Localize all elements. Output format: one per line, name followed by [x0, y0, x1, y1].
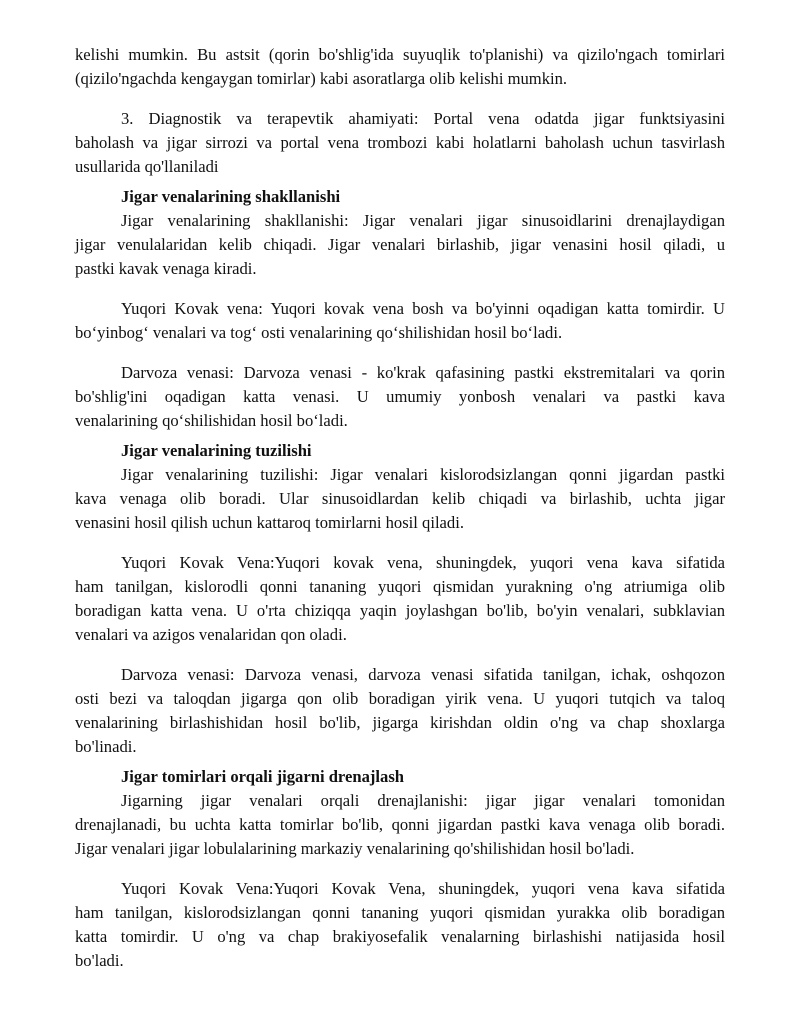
paragraph: [75, 43, 725, 91]
text-line: bo'ladi.: [75, 951, 124, 970]
text-line: baholash va jigar sirrozi va portal vena trombozi kabi holatlarni baholash uchun tasvirlash: [75, 133, 725, 152]
paragraph: [75, 789, 725, 861]
text-line: osti bezi va taloqdan jigarga qon olib boradigan yirik vena. U yuqori tutqich va taloq: [75, 689, 725, 708]
text-line: ham tanilgan, kislorodli qonni tananing yuqori qismidan yurakning o'ng atriumiga olib: [75, 577, 725, 596]
text-line: Darvoza venasi: Darvoza venasi - ko'krak qafasining pastki ekstremitalari va qorin: [121, 363, 725, 382]
text-line: pastki kavak venaga kiradi.: [75, 259, 257, 278]
document-page: [75, 43, 725, 989]
text-line: boradigan katta vena. U o'rta chiziqqa yaqin joylashgan bo'lib, bo'yin venalari, subklavian: [75, 601, 725, 620]
paragraph: [75, 463, 725, 535]
text-line: kelishi mumkin. Bu astsit (qorin bo'shlig'ida suyuqlik to'planishi) va qizilo'ngach tomirlari: [75, 45, 725, 64]
text-line: Jigar venalarining shakllanishi: Jigar venalari jigar sinusoidlarini drenajlaydigan: [121, 211, 725, 230]
text-line: bo'linadi.: [75, 737, 137, 756]
text-line: bo'shlig'ini oqadigan katta venasi. U umumiy yonbosh venalari va pastki kava: [75, 387, 725, 406]
text-line: kava venaga olib boradi. Ular sinusoidlardan kelib chiqadi va birlashib, uchta jigar: [75, 489, 725, 508]
text-line: usullarida qo'llaniladi: [75, 157, 219, 176]
paragraph: [75, 877, 725, 973]
section-heading: Jigar venalarining tuzilishi: [121, 441, 312, 460]
section-heading: Jigar tomirlari orqali jigarni drenajlash: [121, 767, 405, 786]
text-line: bo‘yinbog‘ venalari va tog‘ osti venalarining qo‘shilishidan hosil bo‘ladi.: [75, 323, 563, 342]
paragraph: [75, 663, 725, 759]
paragraph: [75, 107, 725, 179]
text-line: katta tomirdir. U o'ng va chap brakiyosefalik venalarning birlashishi natijasida hosil: [75, 927, 725, 946]
text-line: Jigar venalarining tuzilishi: Jigar venalari kislorodsizlangan qonni jigardan pastki: [121, 465, 725, 484]
text-line: 3. Diagnostik va terapevtik ahamiyati: Portal vena odatda jigar funktsiyasini: [121, 109, 725, 128]
text-line: jigar venulalaridan kelib chiqadi. Jigar venalari birlashib, jigar venasini hosil qiladi, u: [75, 235, 725, 254]
text-line: venalari va azigos venalaridan qon oladi.: [75, 625, 347, 644]
text-line: (qizilo'ngachda kengaygan tomirlar) kabi asoratlarga olib kelishi mumkin.: [75, 69, 568, 88]
text-line: Yuqori Kovak Vena:Yuqori kovak vena, shuningdek, yuqori vena kava sifatida: [121, 553, 725, 572]
section-heading: Jigar venalarining shakllanishi: [121, 187, 341, 206]
text-line: Jigar venalari jigar lobulalarining markaziy venalarining qo'shilishidan hosil bo'ladi.: [75, 839, 635, 858]
paragraph: [75, 297, 725, 345]
text-line: Darvoza venasi: Darvoza venasi, darvoza venasi sifatida tanilgan, ichak, oshqozon: [121, 665, 725, 684]
paragraph: [75, 551, 725, 647]
paragraph: [75, 361, 725, 433]
text-line: venalarining qo‘shilishidan hosil bo‘ladi.: [75, 411, 348, 430]
text-line: Yuqori Kovak vena: Yuqori kovak vena bosh va bo'yinni oqadigan katta tomirdir. U: [121, 299, 725, 318]
text-line: venasini hosil qilish uchun kattaroq tomirlarni hosil qiladi.: [75, 513, 464, 532]
paragraph: [75, 209, 725, 281]
text-line: Jigarning jigar venalari orqali drenajlanishi: jigar jigar venalari tomonidan: [121, 791, 725, 810]
text-line: venalarining birlashishidan hosil bo'lib, jigarga kirishdan oldin o'ng va chap shoxlarga: [75, 713, 725, 732]
text-line: drenajlanadi, bu uchta katta tomirlar bo'lib, qonni jigardan pastki kava venaga olib boradi.: [75, 815, 725, 834]
text-line: ham tanilgan, kislorodsizlangan qonni tananing yuqori qismidan yurakka olib boradigan: [75, 903, 725, 922]
text-line: Yuqori Kovak Vena:Yuqori Kovak Vena, shuningdek, yuqori vena kava sifatida: [121, 879, 725, 898]
